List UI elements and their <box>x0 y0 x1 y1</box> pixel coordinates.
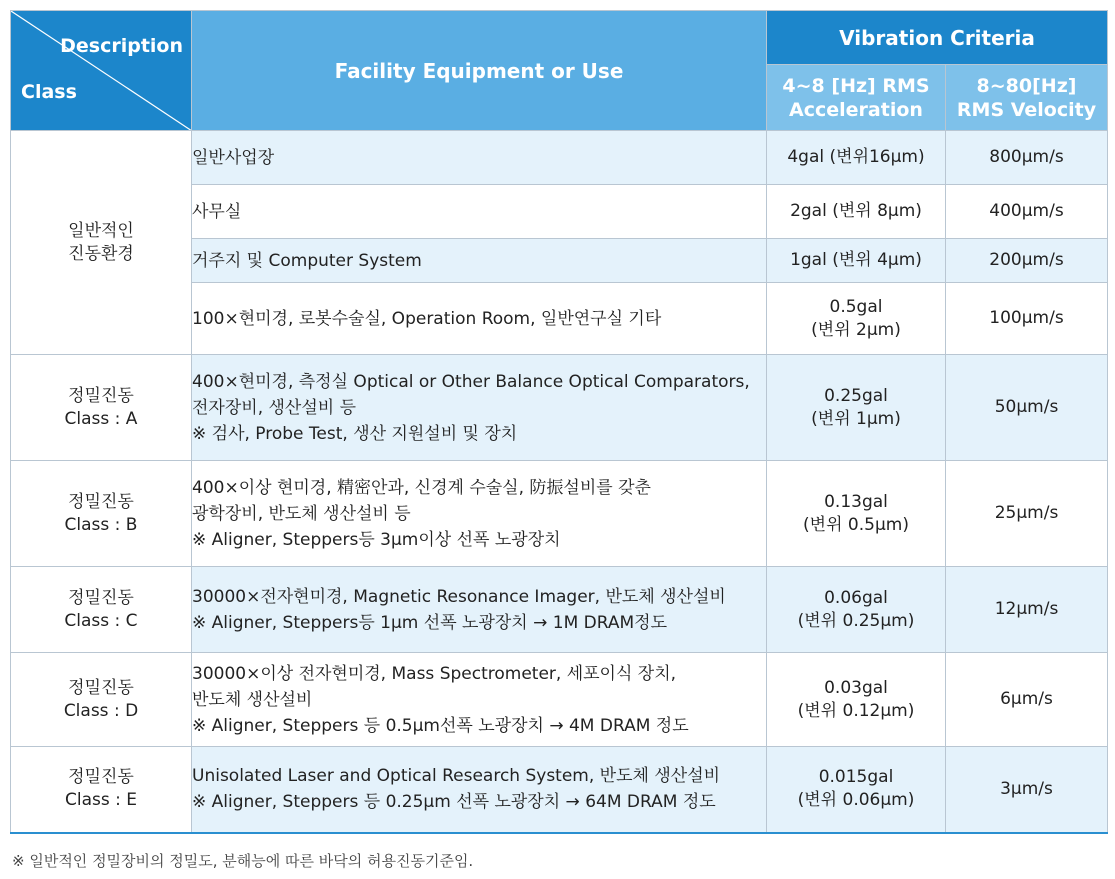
class-cell <box>11 461 192 567</box>
header-class: Class <box>21 81 77 103</box>
class-cell <box>11 653 192 747</box>
header-description-class-cell <box>11 11 192 131</box>
acceleration-line: (변위 0.12µm) <box>797 700 915 721</box>
acceleration-line: 4gal (변위16µm) <box>787 147 925 167</box>
header-description: Description <box>60 35 183 57</box>
velocity-cell: 400µm/s <box>946 185 1108 239</box>
facility-line: ※ Aligner, Steppers 등 0.5µm선폭 노광장치 → 4M DRAM 정도 <box>192 715 689 736</box>
velocity-cell: 800µm/s <box>946 131 1108 185</box>
facility-cell <box>192 283 767 355</box>
header-acceleration-line1: 4~8 [Hz] RMS <box>782 74 930 97</box>
acceleration-cell <box>767 747 946 833</box>
table-row <box>11 355 1108 461</box>
class-label-line: Class : A <box>64 408 138 429</box>
facility-cell <box>192 239 767 283</box>
facility-line: 400×현미경, 측정실 Optical or Other Balance Optical Comparators, <box>192 371 750 392</box>
diagonal-divider <box>11 11 192 131</box>
facility-line: 반도체 생산설비 <box>192 689 313 710</box>
table-body <box>11 131 1108 833</box>
velocity-cell: 200µm/s <box>946 239 1108 283</box>
facility-cell <box>192 461 767 567</box>
acceleration-cell <box>767 461 946 567</box>
table-row <box>11 567 1108 653</box>
velocity-cell: 25µm/s <box>946 461 1108 567</box>
velocity-cell: 12µm/s <box>946 567 1108 653</box>
acceleration-cell <box>767 355 946 461</box>
acceleration-line: (변위 0.06µm) <box>797 790 915 811</box>
facility-line: ※ Aligner, Steppers등 3µm이상 선폭 노광장치 <box>192 529 561 550</box>
velocity-cell: 3µm/s <box>946 747 1108 833</box>
acceleration-cell <box>767 653 946 747</box>
facility-line: 100×현미경, 로봇수술실, Operation Room, 일반연구실 기타 <box>192 308 662 329</box>
facility-line: Unisolated Laser and Optical Research System, 반도체 생산설비 <box>192 766 721 787</box>
acceleration-cell <box>767 185 946 239</box>
header-velocity-line2: RMS Velocity <box>956 98 1097 121</box>
velocity-cell: 100µm/s <box>946 283 1108 355</box>
class-label-line: 정밀진동 <box>68 767 134 788</box>
class-label-line: Class : B <box>64 514 138 535</box>
class-label-line: 진동환경 <box>68 243 134 264</box>
table-row <box>11 653 1108 747</box>
facility-line: 일반사업장 <box>192 147 275 168</box>
acceleration-line: (변위 0.5µm) <box>803 514 909 535</box>
acceleration-line: 0.5gal <box>829 296 883 317</box>
acceleration-line: 0.03gal <box>824 677 888 698</box>
class-cell <box>11 747 192 833</box>
acceleration-cell <box>767 567 946 653</box>
facility-cell <box>192 131 767 185</box>
acceleration-cell <box>767 131 946 185</box>
facility-line: 거주지 및 Computer System <box>192 250 422 271</box>
facility-line: 전자장비, 생산설비 등 <box>192 397 357 418</box>
table-row <box>11 461 1108 567</box>
table-row <box>11 747 1108 833</box>
acceleration-line: (변위 0.25µm) <box>797 610 915 631</box>
facility-line: 광학장비, 반도체 생산설비 등 <box>192 503 411 524</box>
acceleration-cell <box>767 239 946 283</box>
class-label-line: Class : E <box>64 790 137 811</box>
header-facility: Facility Equipment or Use <box>192 11 767 131</box>
header-velocity <box>946 65 1108 131</box>
velocity-cell: 6µm/s <box>946 653 1108 747</box>
acceleration-line: (변위 1µm) <box>811 408 901 429</box>
acceleration-line: (변위 2µm) <box>811 319 901 340</box>
facility-line: ※ Aligner, Steppers 등 0.25µm 선폭 노광장치 → 64M DRAM 정도 <box>192 792 716 813</box>
facility-line: ※ Aligner, Steppers등 1µm 선폭 노광장치 → 1M DRAM정도 <box>192 612 667 633</box>
acceleration-line: 0.06gal <box>824 587 888 608</box>
acceleration-line: 0.13gal <box>824 491 888 512</box>
facility-cell <box>192 653 767 747</box>
acceleration-cell <box>767 283 946 355</box>
acceleration-line: 1gal (변위 4µm) <box>790 250 922 270</box>
facility-line: 400×이상 현미경, 精密안과, 신경계 수술실, 防振설비를 갖춘 <box>192 477 651 498</box>
class-label-line: 일반적인 <box>68 220 134 241</box>
facility-line: 30000×전자현미경, Magnetic Resonance Imager, 반도체 생산설비 <box>192 586 726 607</box>
table-row <box>11 131 1108 185</box>
class-label-line: 정밀진동 <box>68 677 134 698</box>
acceleration-line: 2gal (변위 8µm) <box>790 201 922 221</box>
acceleration-line: 0.25gal <box>824 385 888 406</box>
class-cell <box>11 355 192 461</box>
class-label-line: Class : D <box>63 700 139 721</box>
facility-line: ※ 검사, Probe Test, 생산 지원설비 및 장치 <box>192 423 518 444</box>
header-vibration-criteria: Vibration Criteria <box>767 11 1108 65</box>
facility-cell <box>192 185 767 239</box>
facility-line: 30000×이상 전자현미경, Mass Spectrometer, 세포이식 장치, <box>192 663 677 684</box>
class-cell <box>11 567 192 653</box>
class-label-line: 정밀진동 <box>68 587 134 608</box>
class-label-line: Class : C <box>64 610 138 631</box>
facility-cell <box>192 747 767 833</box>
facility-line: 사무실 <box>192 201 242 222</box>
facility-cell <box>192 355 767 461</box>
header-velocity-line1: 8~80[Hz] <box>976 74 1077 97</box>
header-acceleration <box>767 65 946 131</box>
footnote: ※ 일반적인 정밀장비의 정밀도, 분해능에 따른 바닥의 허용진동기준임. <box>12 852 474 870</box>
vibration-criteria-table <box>10 10 1108 834</box>
header-acceleration-line2: Acceleration <box>789 98 923 121</box>
acceleration-line: 0.015gal <box>818 767 894 788</box>
class-label-line: 정밀진동 <box>68 491 134 512</box>
class-label-line: 정밀진동 <box>68 385 134 406</box>
facility-cell <box>192 567 767 653</box>
class-cell <box>11 131 192 355</box>
velocity-cell: 50µm/s <box>946 355 1108 461</box>
